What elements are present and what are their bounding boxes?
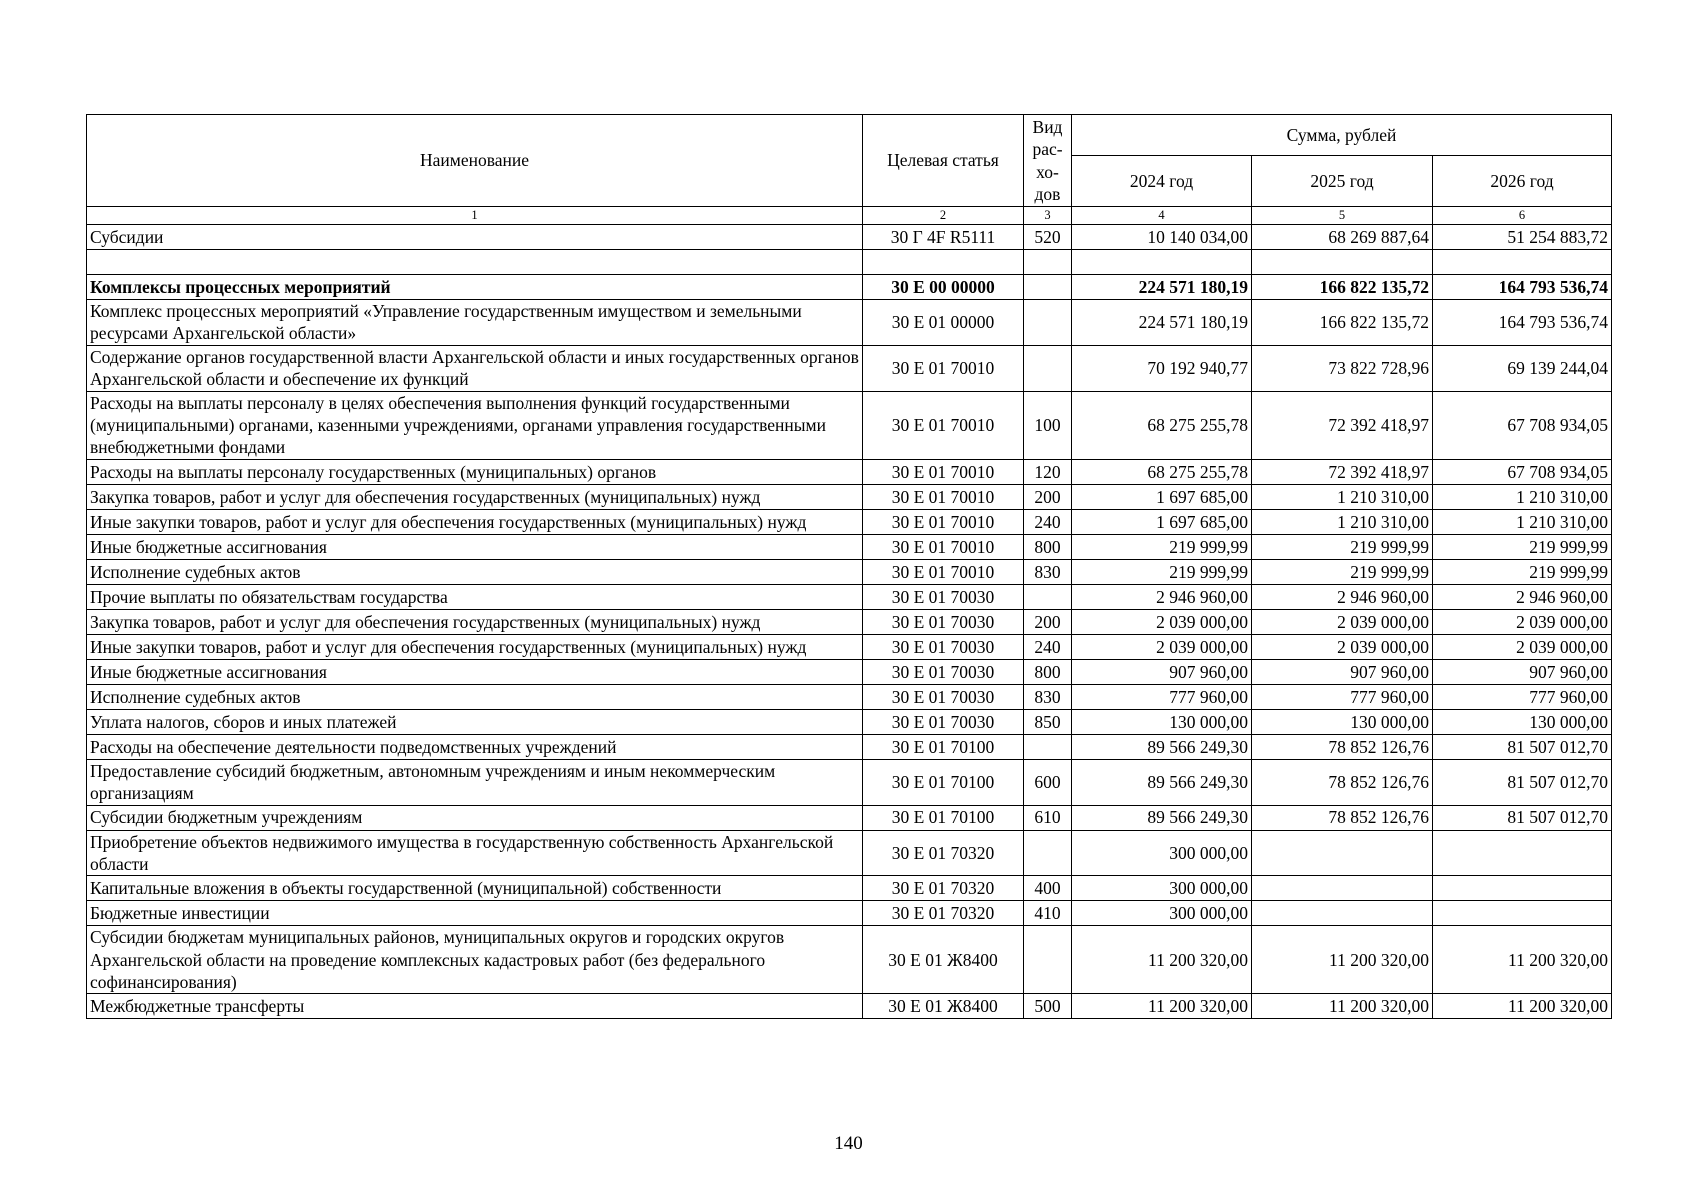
row-sum-2025: 166 822 135,72 [1252, 300, 1433, 346]
row-expense-type: 800 [1024, 534, 1072, 559]
header-row [87, 115, 1612, 156]
row-sum-2026: 219 999,99 [1433, 559, 1612, 584]
page-number: 140 [834, 1133, 863, 1154]
table-row [87, 275, 1612, 300]
table-row [87, 459, 1612, 484]
row-target-code: 30 Е 01 70010 [863, 459, 1024, 484]
row-sum-2024: 89 566 249,30 [1072, 759, 1252, 805]
row-name: Исполнение судебных актов [87, 559, 863, 584]
row-name: Прочие выплаты по обязательствам государства [87, 584, 863, 609]
row-sum-2026: 907 960,00 [1433, 659, 1612, 684]
table-row [87, 684, 1612, 709]
row-sum-2025: 777 960,00 [1252, 684, 1433, 709]
row-sum-2024: 89 566 249,30 [1072, 805, 1252, 830]
row-expense-type: 800 [1024, 659, 1072, 684]
row-sum-2025: 2 946 960,00 [1252, 584, 1433, 609]
row-sum-2026: 2 039 000,00 [1433, 634, 1612, 659]
row-name: Предоставление субсидий бюджетным, автономным учреждениям и иным некоммерческим организациям [87, 759, 863, 805]
header-year-2026: 2026 год [1433, 156, 1612, 207]
row-sum-2024: 2 039 000,00 [1072, 634, 1252, 659]
row-expense-type: 240 [1024, 634, 1072, 659]
column-numbers-row [87, 207, 1612, 225]
row-sum-2024: 219 999,99 [1072, 534, 1252, 559]
row-target-code: 30 Е 01 70010 [863, 391, 1024, 459]
row-target-code: 30 Е 01 Ж8400 [863, 926, 1024, 994]
row-sum-2024: 89 566 249,30 [1072, 734, 1252, 759]
row-target-code: 30 Е 01 00000 [863, 300, 1024, 346]
row-expense-type [1024, 345, 1072, 391]
table-row [87, 300, 1612, 346]
row-sum-2024 [1072, 250, 1252, 275]
row-sum-2026: 11 200 320,00 [1433, 926, 1612, 994]
table-row [87, 830, 1612, 876]
row-sum-2024: 1 697 685,00 [1072, 509, 1252, 534]
row-sum-2026: 81 507 012,70 [1433, 734, 1612, 759]
row-sum-2026: 67 708 934,05 [1433, 391, 1612, 459]
row-target-code [863, 250, 1024, 275]
budget-table [86, 114, 1612, 1019]
row-sum-2026: 219 999,99 [1433, 534, 1612, 559]
row-sum-2025: 78 852 126,76 [1252, 759, 1433, 805]
row-sum-2026: 81 507 012,70 [1433, 759, 1612, 805]
row-sum-2025: 68 269 887,64 [1252, 225, 1433, 250]
header-expense-type: Вид рас-хо-дов [1024, 115, 1072, 207]
row-target-code: 30 Е 01 70010 [863, 509, 1024, 534]
row-sum-2025: 219 999,99 [1252, 534, 1433, 559]
table-row [87, 509, 1612, 534]
row-name: Иные бюджетные ассигнования [87, 659, 863, 684]
header-sum: Сумма, рублей [1072, 115, 1612, 156]
table-row [87, 876, 1612, 901]
table-row [87, 559, 1612, 584]
row-sum-2025 [1252, 250, 1433, 275]
row-expense-type [1024, 734, 1072, 759]
row-sum-2024: 70 192 940,77 [1072, 345, 1252, 391]
row-sum-2024: 130 000,00 [1072, 709, 1252, 734]
row-name: Расходы на обеспечение деятельности подведомственных учреждений [87, 734, 863, 759]
row-expense-type: 830 [1024, 559, 1072, 584]
row-target-code: 30 Е 01 70030 [863, 684, 1024, 709]
row-expense-type: 120 [1024, 459, 1072, 484]
row-expense-type: 610 [1024, 805, 1072, 830]
column-number: 6 [1433, 207, 1612, 225]
row-sum-2024: 219 999,99 [1072, 559, 1252, 584]
row-target-code: 30 Е 01 Ж8400 [863, 994, 1024, 1019]
column-number: 1 [87, 207, 863, 225]
row-name: Субсидии бюджетным учреждениям [87, 805, 863, 830]
table-row [87, 391, 1612, 459]
row-sum-2026: 81 507 012,70 [1433, 805, 1612, 830]
row-sum-2024: 300 000,00 [1072, 830, 1252, 876]
row-name: Содержание органов государственной власти Архангельской области и иных государственных органов Архангельской области и обеспечение их функций [87, 345, 863, 391]
row-expense-type [1024, 926, 1072, 994]
table-row [87, 994, 1612, 1019]
row-sum-2024: 68 275 255,78 [1072, 459, 1252, 484]
row-target-code: 30 Е 01 70100 [863, 805, 1024, 830]
row-name: Закупка товаров, работ и услуг для обеспечения государственных (муниципальных) нужд [87, 484, 863, 509]
row-expense-type: 200 [1024, 484, 1072, 509]
row-target-code: 30 Е 01 70030 [863, 709, 1024, 734]
row-name: Субсидии [87, 225, 863, 250]
row-sum-2026 [1433, 830, 1612, 876]
row-sum-2024: 2 946 960,00 [1072, 584, 1252, 609]
row-sum-2024: 300 000,00 [1072, 876, 1252, 901]
row-name: Уплата налогов, сборов и иных платежей [87, 709, 863, 734]
row-target-code: 30 Г 4F R5111 [863, 225, 1024, 250]
row-sum-2026: 2 039 000,00 [1433, 609, 1612, 634]
column-number: 4 [1072, 207, 1252, 225]
row-target-code: 30 Е 01 70100 [863, 734, 1024, 759]
table-row [87, 345, 1612, 391]
row-sum-2025: 11 200 320,00 [1252, 994, 1433, 1019]
row-sum-2025 [1252, 876, 1433, 901]
table-row [87, 584, 1612, 609]
row-sum-2026: 1 210 310,00 [1433, 509, 1612, 534]
row-sum-2025: 73 822 728,96 [1252, 345, 1433, 391]
column-number: 3 [1024, 207, 1072, 225]
row-sum-2024: 11 200 320,00 [1072, 994, 1252, 1019]
column-number: 2 [863, 207, 1024, 225]
row-sum-2024: 907 960,00 [1072, 659, 1252, 684]
row-target-code: 30 Е 01 70100 [863, 759, 1024, 805]
header-name: Наименование [87, 115, 863, 207]
row-sum-2024: 224 571 180,19 [1072, 275, 1252, 300]
row-sum-2026: 164 793 536,74 [1433, 300, 1612, 346]
row-name: Комплекс процессных мероприятий «Управление государственным имуществом и земельными ресурсами Архангельской области» [87, 300, 863, 346]
row-expense-type: 200 [1024, 609, 1072, 634]
table-row [87, 926, 1612, 994]
row-sum-2026: 777 960,00 [1433, 684, 1612, 709]
header-year-2025: 2025 год [1252, 156, 1433, 207]
row-sum-2026: 69 139 244,04 [1433, 345, 1612, 391]
row-name: Комплексы процессных мероприятий [87, 275, 863, 300]
row-sum-2024: 777 960,00 [1072, 684, 1252, 709]
row-sum-2026 [1433, 901, 1612, 926]
row-sum-2025: 166 822 135,72 [1252, 275, 1433, 300]
table-row [87, 225, 1612, 250]
row-target-code: 30 Е 01 70320 [863, 901, 1024, 926]
row-sum-2024: 1 697 685,00 [1072, 484, 1252, 509]
row-name: Субсидии бюджетам муниципальных районов, муниципальных округов и городских округов Архангельской области на проведение комплексных кадастровых работ (без федерального софинансирования) [87, 926, 863, 994]
row-sum-2024: 10 140 034,00 [1072, 225, 1252, 250]
table-row [87, 659, 1612, 684]
row-target-code: 30 Е 00 00000 [863, 275, 1024, 300]
row-target-code: 30 Е 01 70010 [863, 534, 1024, 559]
table-row [87, 901, 1612, 926]
row-name: Исполнение судебных актов [87, 684, 863, 709]
row-sum-2024: 2 039 000,00 [1072, 609, 1252, 634]
header-code: Целевая статья [863, 115, 1024, 207]
row-name: Закупка товаров, работ и услуг для обеспечения государственных (муниципальных) нужд [87, 609, 863, 634]
row-name: Бюджетные инвестиции [87, 901, 863, 926]
row-expense-type [1024, 584, 1072, 609]
row-sum-2025: 2 039 000,00 [1252, 634, 1433, 659]
row-sum-2026: 67 708 934,05 [1433, 459, 1612, 484]
row-expense-type: 240 [1024, 509, 1072, 534]
row-name: Расходы на выплаты персоналу государственных (муниципальных) органов [87, 459, 863, 484]
row-target-code: 30 Е 01 70010 [863, 559, 1024, 584]
row-target-code: 30 Е 01 70320 [863, 830, 1024, 876]
row-sum-2025: 78 852 126,76 [1252, 734, 1433, 759]
table-row [87, 709, 1612, 734]
row-sum-2024: 224 571 180,19 [1072, 300, 1252, 346]
column-number: 5 [1252, 207, 1433, 225]
row-expense-type: 830 [1024, 684, 1072, 709]
header-year-2024: 2024 год [1072, 156, 1252, 207]
row-sum-2026: 164 793 536,74 [1433, 275, 1612, 300]
row-target-code: 30 Е 01 70030 [863, 634, 1024, 659]
row-target-code: 30 Е 01 70030 [863, 609, 1024, 634]
row-name [87, 250, 863, 275]
row-expense-type: 850 [1024, 709, 1072, 734]
table-row [87, 805, 1612, 830]
row-expense-type [1024, 300, 1072, 346]
row-expense-type [1024, 830, 1072, 876]
table-row [87, 609, 1612, 634]
row-sum-2025 [1252, 901, 1433, 926]
row-sum-2025: 130 000,00 [1252, 709, 1433, 734]
row-expense-type: 100 [1024, 391, 1072, 459]
table-row [87, 534, 1612, 559]
row-expense-type: 520 [1024, 225, 1072, 250]
row-expense-type: 410 [1024, 901, 1072, 926]
row-name: Межбюджетные трансферты [87, 994, 863, 1019]
row-sum-2024: 300 000,00 [1072, 901, 1252, 926]
row-sum-2026 [1433, 876, 1612, 901]
row-sum-2025: 11 200 320,00 [1252, 926, 1433, 994]
row-sum-2024: 68 275 255,78 [1072, 391, 1252, 459]
row-target-code: 30 Е 01 70320 [863, 876, 1024, 901]
row-sum-2025: 1 210 310,00 [1252, 484, 1433, 509]
row-name: Иные закупки товаров, работ и услуг для обеспечения государственных (муниципальных) нужд [87, 509, 863, 534]
row-target-code: 30 Е 01 70010 [863, 345, 1024, 391]
row-sum-2025: 1 210 310,00 [1252, 509, 1433, 534]
row-target-code: 30 Е 01 70010 [863, 484, 1024, 509]
row-expense-type: 600 [1024, 759, 1072, 805]
row-sum-2025: 2 039 000,00 [1252, 609, 1433, 634]
row-sum-2026 [1433, 250, 1612, 275]
row-name: Приобретение объектов недвижимого имущества в государственную собственность Архангельской области [87, 830, 863, 876]
row-expense-type: 400 [1024, 876, 1072, 901]
row-name: Капитальные вложения в объекты государственной (муниципальной) собственности [87, 876, 863, 901]
row-sum-2026: 130 000,00 [1433, 709, 1612, 734]
row-sum-2026: 11 200 320,00 [1433, 994, 1612, 1019]
row-expense-type [1024, 275, 1072, 300]
row-target-code: 30 Е 01 70030 [863, 659, 1024, 684]
table-row [87, 250, 1612, 275]
row-sum-2025: 219 999,99 [1252, 559, 1433, 584]
row-name: Иные закупки товаров, работ и услуг для обеспечения государственных (муниципальных) нужд [87, 634, 863, 659]
row-expense-type [1024, 250, 1072, 275]
table-row [87, 484, 1612, 509]
row-sum-2025: 72 392 418,97 [1252, 459, 1433, 484]
row-sum-2026: 1 210 310,00 [1433, 484, 1612, 509]
table-row [87, 759, 1612, 805]
table-row [87, 634, 1612, 659]
row-target-code: 30 Е 01 70030 [863, 584, 1024, 609]
row-sum-2025: 72 392 418,97 [1252, 391, 1433, 459]
row-name: Расходы на выплаты персоналу в целях обеспечения выполнения функций государственными (муниципальными) органами, казенными учреждениями, органами управления государственными внебюджетными фондами [87, 391, 863, 459]
table-row [87, 734, 1612, 759]
row-sum-2024: 11 200 320,00 [1072, 926, 1252, 994]
row-sum-2026: 2 946 960,00 [1433, 584, 1612, 609]
row-expense-type: 500 [1024, 994, 1072, 1019]
row-name: Иные бюджетные ассигнования [87, 534, 863, 559]
row-sum-2025: 907 960,00 [1252, 659, 1433, 684]
row-sum-2025: 78 852 126,76 [1252, 805, 1433, 830]
row-sum-2026: 51 254 883,72 [1433, 225, 1612, 250]
row-sum-2025 [1252, 830, 1433, 876]
